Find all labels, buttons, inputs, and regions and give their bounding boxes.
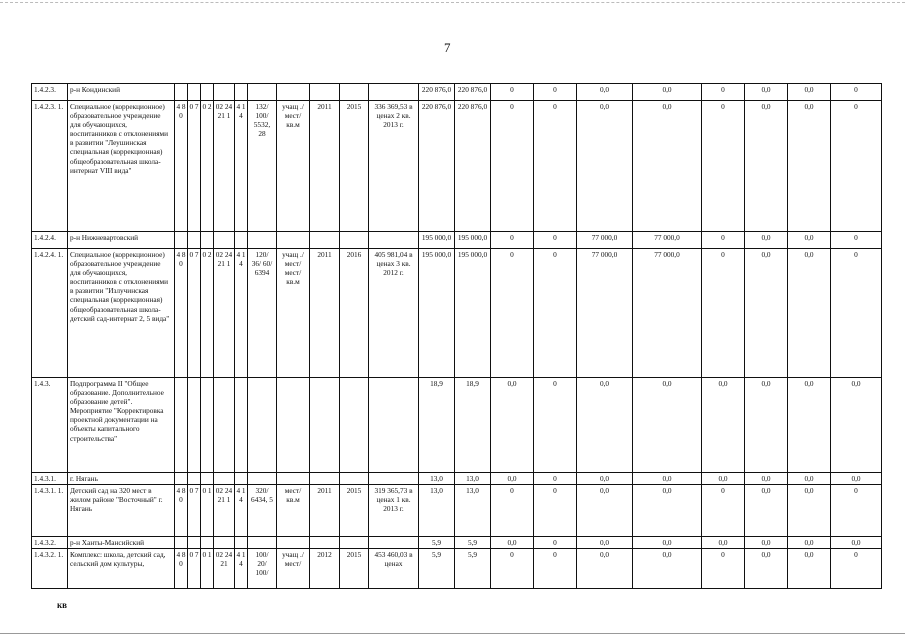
cell-value-5: 77 000,0	[577, 232, 633, 249]
cell-budget-code-5	[235, 378, 248, 473]
cell-budget-code-3: 0 2	[201, 249, 214, 378]
cell-start-year	[310, 84, 340, 101]
cell-row-id: 1.4.2.3. 1.	[32, 101, 68, 232]
cell-value-10: 0,0	[831, 473, 882, 485]
cell-capacity	[248, 537, 277, 549]
cell-budget-code-1: 4 8 0	[175, 485, 188, 537]
cell-unit	[277, 473, 310, 485]
cell-end-year	[340, 84, 369, 101]
cell-budget-code-5	[235, 232, 248, 249]
cell-capacity: 132/ 100/ 5532, 28	[248, 101, 277, 232]
cell-row-id: 1.4.3.2. 1.	[32, 549, 68, 589]
cell-budget-code-4	[214, 473, 235, 485]
cell-value-8: 0,0	[745, 549, 788, 589]
table-row	[32, 485, 882, 537]
cell-start-year: 2011	[310, 101, 340, 232]
cell-value-6: 0,0	[633, 537, 702, 549]
cell-value-7: 0	[702, 485, 745, 537]
cell-value-8: 0,0	[745, 537, 788, 549]
cell-value-1: 220 876,0	[419, 101, 455, 232]
cell-budget-code-4	[214, 84, 235, 101]
cell-value-3: 0	[491, 549, 534, 589]
table-row	[32, 549, 882, 589]
cell-row-name: Детский сад на 320 мест в жилом районе "Восточный" г. Нягань	[68, 485, 175, 537]
cell-value-9: 0,0	[788, 378, 831, 473]
cell-unit	[277, 232, 310, 249]
page-number: 7	[444, 40, 451, 55]
cell-unit: учащ ./ мест/ кв.м	[277, 101, 310, 232]
cell-value-5: 0,0	[577, 549, 633, 589]
cell-end-year: 2016	[340, 249, 369, 378]
cell-row-name: г. Нягань	[68, 473, 175, 485]
cell-capacity	[248, 378, 277, 473]
cell-capacity	[248, 473, 277, 485]
cell-budget-code-3	[201, 84, 214, 101]
cell-value-4: 0	[534, 549, 577, 589]
cell-value-9: 0,0	[788, 485, 831, 537]
cell-estimated-cost: 319 365,73 в ценах 1 кв. 2013 г.	[369, 485, 419, 537]
cell-row-id: 1.4.3.2.	[32, 537, 68, 549]
cell-value-8: 0,0	[745, 485, 788, 537]
cell-budget-code-1	[175, 232, 188, 249]
cell-value-4: 0	[534, 249, 577, 378]
cell-value-6: 77 000,0	[633, 232, 702, 249]
cell-value-6: 0,0	[633, 549, 702, 589]
cell-value-8: 0,0	[745, 378, 788, 473]
cell-start-year: 2012	[310, 549, 340, 589]
cell-value-3: 0	[491, 485, 534, 537]
cell-capacity	[248, 84, 277, 101]
cell-end-year	[340, 537, 369, 549]
cell-value-10: 0,0	[831, 378, 882, 473]
table-row	[32, 473, 882, 485]
cell-value-4: 0	[534, 485, 577, 537]
cell-budget-code-1	[175, 473, 188, 485]
cell-estimated-cost	[369, 473, 419, 485]
cell-value-5: 77 000,0	[577, 249, 633, 378]
cell-value-1: 18,9	[419, 378, 455, 473]
cell-unit	[277, 378, 310, 473]
cell-value-8: 0,0	[745, 232, 788, 249]
cell-value-7: 0	[702, 84, 745, 101]
cell-value-10: 0,0	[831, 537, 882, 549]
cell-value-1: 13,0	[419, 485, 455, 537]
cell-value-6: 0,0	[633, 378, 702, 473]
cell-budget-code-2	[188, 537, 201, 549]
cell-value-4: 0	[534, 537, 577, 549]
budget-table	[31, 83, 882, 589]
cell-estimated-cost	[369, 537, 419, 549]
cell-estimated-cost	[369, 84, 419, 101]
cell-value-2: 5,9	[455, 549, 491, 589]
cell-row-name: Комплекс: школа, детский сад, сельский дом культуры,	[68, 549, 175, 589]
cell-value-3: 0,0	[491, 378, 534, 473]
cell-estimated-cost	[369, 232, 419, 249]
cell-value-6: 0,0	[633, 84, 702, 101]
cell-budget-code-1: 4 8 0	[175, 249, 188, 378]
cell-value-2: 5,9	[455, 537, 491, 549]
cell-value-2: 195 000,0	[455, 249, 491, 378]
cell-budget-code-3: 0 1	[201, 549, 214, 589]
cell-value-1: 195 000,0	[419, 232, 455, 249]
cell-value-8: 0,0	[745, 101, 788, 232]
cell-value-3: 0,0	[491, 473, 534, 485]
cell-unit: учащ ./ мест/ мест/ кв.м	[277, 249, 310, 378]
cell-budget-code-3	[201, 537, 214, 549]
table-row	[32, 232, 882, 249]
cell-row-id: 1.4.3.1.	[32, 473, 68, 485]
cell-budget-code-2	[188, 473, 201, 485]
cell-value-4: 0	[534, 101, 577, 232]
cell-budget-code-1	[175, 537, 188, 549]
cell-budget-code-1	[175, 378, 188, 473]
cell-budget-code-3	[201, 473, 214, 485]
cell-row-name: Специальное (коррекционное) образовательное учреждение для обучающихся, воспитанников с отклонениями в развитии "Леушинская специальная (коррекционная) общеобразовательная школа-интернат VIII вида"	[68, 101, 175, 232]
cell-budget-code-2: 0 7	[188, 485, 201, 537]
cell-estimated-cost: 336 369,53 в ценах 2 кв. 2013 г.	[369, 101, 419, 232]
cell-value-7: 0	[702, 249, 745, 378]
cell-value-2: 220 876,0	[455, 101, 491, 232]
cell-row-name: Специальное (коррекционное) образовательное учреждение для обучающихся, воспитанников с отклонениями в развитии "Излучинская специальная (коррекционная) общеобразовательная школа-детский сад-интернат 2, 5 вида"	[68, 249, 175, 378]
cell-row-id: 1.4.2.4. 1.	[32, 249, 68, 378]
cell-budget-code-4	[214, 232, 235, 249]
cell-value-8: 0,0	[745, 249, 788, 378]
cell-value-9: 0,0	[788, 549, 831, 589]
cell-budget-code-5: 4 1 4	[235, 101, 248, 232]
cell-value-5: 0,0	[577, 537, 633, 549]
cell-budget-code-4	[214, 378, 235, 473]
cell-value-9: 0,0	[788, 84, 831, 101]
cell-value-6: 0,0	[633, 101, 702, 232]
cell-capacity: 120/ 36/ 60/ 6394	[248, 249, 277, 378]
cell-budget-code-5	[235, 84, 248, 101]
cell-unit: мест/ кв.м	[277, 485, 310, 537]
cell-value-1: 5,9	[419, 549, 455, 589]
cell-value-2: 220 876,0	[455, 84, 491, 101]
cell-value-5: 0,0	[577, 101, 633, 232]
cell-budget-code-5: 4 1 4	[235, 485, 248, 537]
cell-budget-code-2	[188, 84, 201, 101]
cell-capacity	[248, 232, 277, 249]
cell-row-name: р-н Кондинский	[68, 84, 175, 101]
cell-value-10: 0	[831, 232, 882, 249]
cell-value-5: 0,0	[577, 473, 633, 485]
table-row	[32, 101, 882, 232]
cell-value-2: 195 000,0	[455, 232, 491, 249]
cell-end-year	[340, 473, 369, 485]
cell-value-10: 0	[831, 485, 882, 537]
cell-budget-code-5	[235, 473, 248, 485]
cell-value-6: 77 000,0	[633, 249, 702, 378]
footer-continuation-text: кв	[57, 600, 68, 610]
cell-budget-code-2: 0 7	[188, 249, 201, 378]
cell-capacity: 100/ 20/ 100/	[248, 549, 277, 589]
scan-bottom-edge	[0, 633, 905, 634]
cell-value-1: 220 876,0	[419, 84, 455, 101]
cell-budget-code-5: 4 1 4	[235, 549, 248, 589]
cell-value-6: 0,0	[633, 473, 702, 485]
cell-budget-code-5: 4 1 4	[235, 249, 248, 378]
cell-value-9: 0,0	[788, 473, 831, 485]
cell-budget-code-5	[235, 537, 248, 549]
cell-unit: учащ ./ мест/	[277, 549, 310, 589]
cell-end-year: 2015	[340, 101, 369, 232]
table-row	[32, 537, 882, 549]
cell-budget-code-4	[214, 537, 235, 549]
cell-row-name: р-н Нижневартовский	[68, 232, 175, 249]
cell-estimated-cost: 405 981,04 в ценах 3 кв. 2012 г.	[369, 249, 419, 378]
table-row	[32, 84, 882, 101]
cell-value-10: 0	[831, 549, 882, 589]
cell-value-4: 0	[534, 232, 577, 249]
cell-value-3: 0	[491, 101, 534, 232]
cell-value-3: 0	[491, 84, 534, 101]
cell-estimated-cost: 453 460,03 в ценах	[369, 549, 419, 589]
cell-value-4: 0	[534, 378, 577, 473]
cell-value-6: 0,0	[633, 485, 702, 537]
cell-value-3: 0,0	[491, 537, 534, 549]
cell-value-9: 0,0	[788, 101, 831, 232]
cell-budget-code-1: 4 8 0	[175, 549, 188, 589]
cell-value-8: 0,0	[745, 84, 788, 101]
cell-value-7: 0,0	[702, 537, 745, 549]
cell-value-1: 195 000,0	[419, 249, 455, 378]
cell-end-year	[340, 232, 369, 249]
cell-end-year: 2015	[340, 549, 369, 589]
cell-row-id: 1.4.3.1. 1.	[32, 485, 68, 537]
cell-value-10: 0	[831, 249, 882, 378]
cell-end-year: 2015	[340, 485, 369, 537]
cell-value-5: 0,0	[577, 378, 633, 473]
cell-budget-code-4: 02 24 21 1	[214, 249, 235, 378]
cell-row-id: 1.4.2.4.	[32, 232, 68, 249]
cell-budget-code-3: 0 1	[201, 485, 214, 537]
cell-value-7: 0,0	[702, 378, 745, 473]
cell-row-name: Подпрограмма II "Общее образование. Дополнительное образование детей". Мероприятие "Корректировка проектной документации на объекты капитального строительства"	[68, 378, 175, 473]
cell-value-1: 13,0	[419, 473, 455, 485]
cell-estimated-cost	[369, 378, 419, 473]
cell-value-7: 0	[702, 101, 745, 232]
cell-row-name: р-н Ханты-Мансийский	[68, 537, 175, 549]
cell-value-4: 0	[534, 473, 577, 485]
cell-budget-code-3: 0 2	[201, 101, 214, 232]
cell-value-9: 0,0	[788, 232, 831, 249]
cell-value-2: 13,0	[455, 485, 491, 537]
cell-value-1: 5,9	[419, 537, 455, 549]
cell-budget-code-4: 02 24 21 1	[214, 101, 235, 232]
cell-value-7: 0	[702, 232, 745, 249]
cell-value-3: 0	[491, 232, 534, 249]
cell-start-year: 2011	[310, 249, 340, 378]
cell-unit	[277, 537, 310, 549]
cell-start-year: 2011	[310, 485, 340, 537]
cell-budget-code-4: 02 24 21 1	[214, 485, 235, 537]
cell-value-9: 0,0	[788, 249, 831, 378]
cell-row-id: 1.4.2.3.	[32, 84, 68, 101]
cell-capacity: 320/ 6434, 5	[248, 485, 277, 537]
cell-value-7: 0,0	[702, 473, 745, 485]
cell-end-year	[340, 378, 369, 473]
table-row	[32, 378, 882, 473]
cell-start-year	[310, 537, 340, 549]
cell-row-id: 1.4.3.	[32, 378, 68, 473]
cell-value-4: 0	[534, 84, 577, 101]
cell-budget-code-2: 0 7	[188, 549, 201, 589]
cell-value-10: 0	[831, 84, 882, 101]
cell-start-year	[310, 378, 340, 473]
cell-unit	[277, 84, 310, 101]
cell-value-3: 0	[491, 249, 534, 378]
cell-value-8: 0,0	[745, 473, 788, 485]
cell-start-year	[310, 232, 340, 249]
cell-budget-code-2	[188, 378, 201, 473]
cell-value-7: 0	[702, 549, 745, 589]
cell-budget-code-3	[201, 378, 214, 473]
cell-budget-code-1	[175, 84, 188, 101]
cell-budget-code-4: 02 24 21	[214, 549, 235, 589]
cell-value-2: 18,9	[455, 378, 491, 473]
cell-start-year	[310, 473, 340, 485]
cell-budget-code-3	[201, 232, 214, 249]
cell-value-2: 13,0	[455, 473, 491, 485]
scan-top-edge	[0, 2, 905, 3]
cell-budget-code-1: 4 8 0	[175, 101, 188, 232]
cell-budget-code-2	[188, 232, 201, 249]
cell-value-5: 0,0	[577, 84, 633, 101]
table-row	[32, 249, 882, 378]
cell-budget-code-2: 0 7	[188, 101, 201, 232]
cell-value-10: 0	[831, 101, 882, 232]
cell-value-5: 0,0	[577, 485, 633, 537]
cell-value-9: 0,0	[788, 537, 831, 549]
